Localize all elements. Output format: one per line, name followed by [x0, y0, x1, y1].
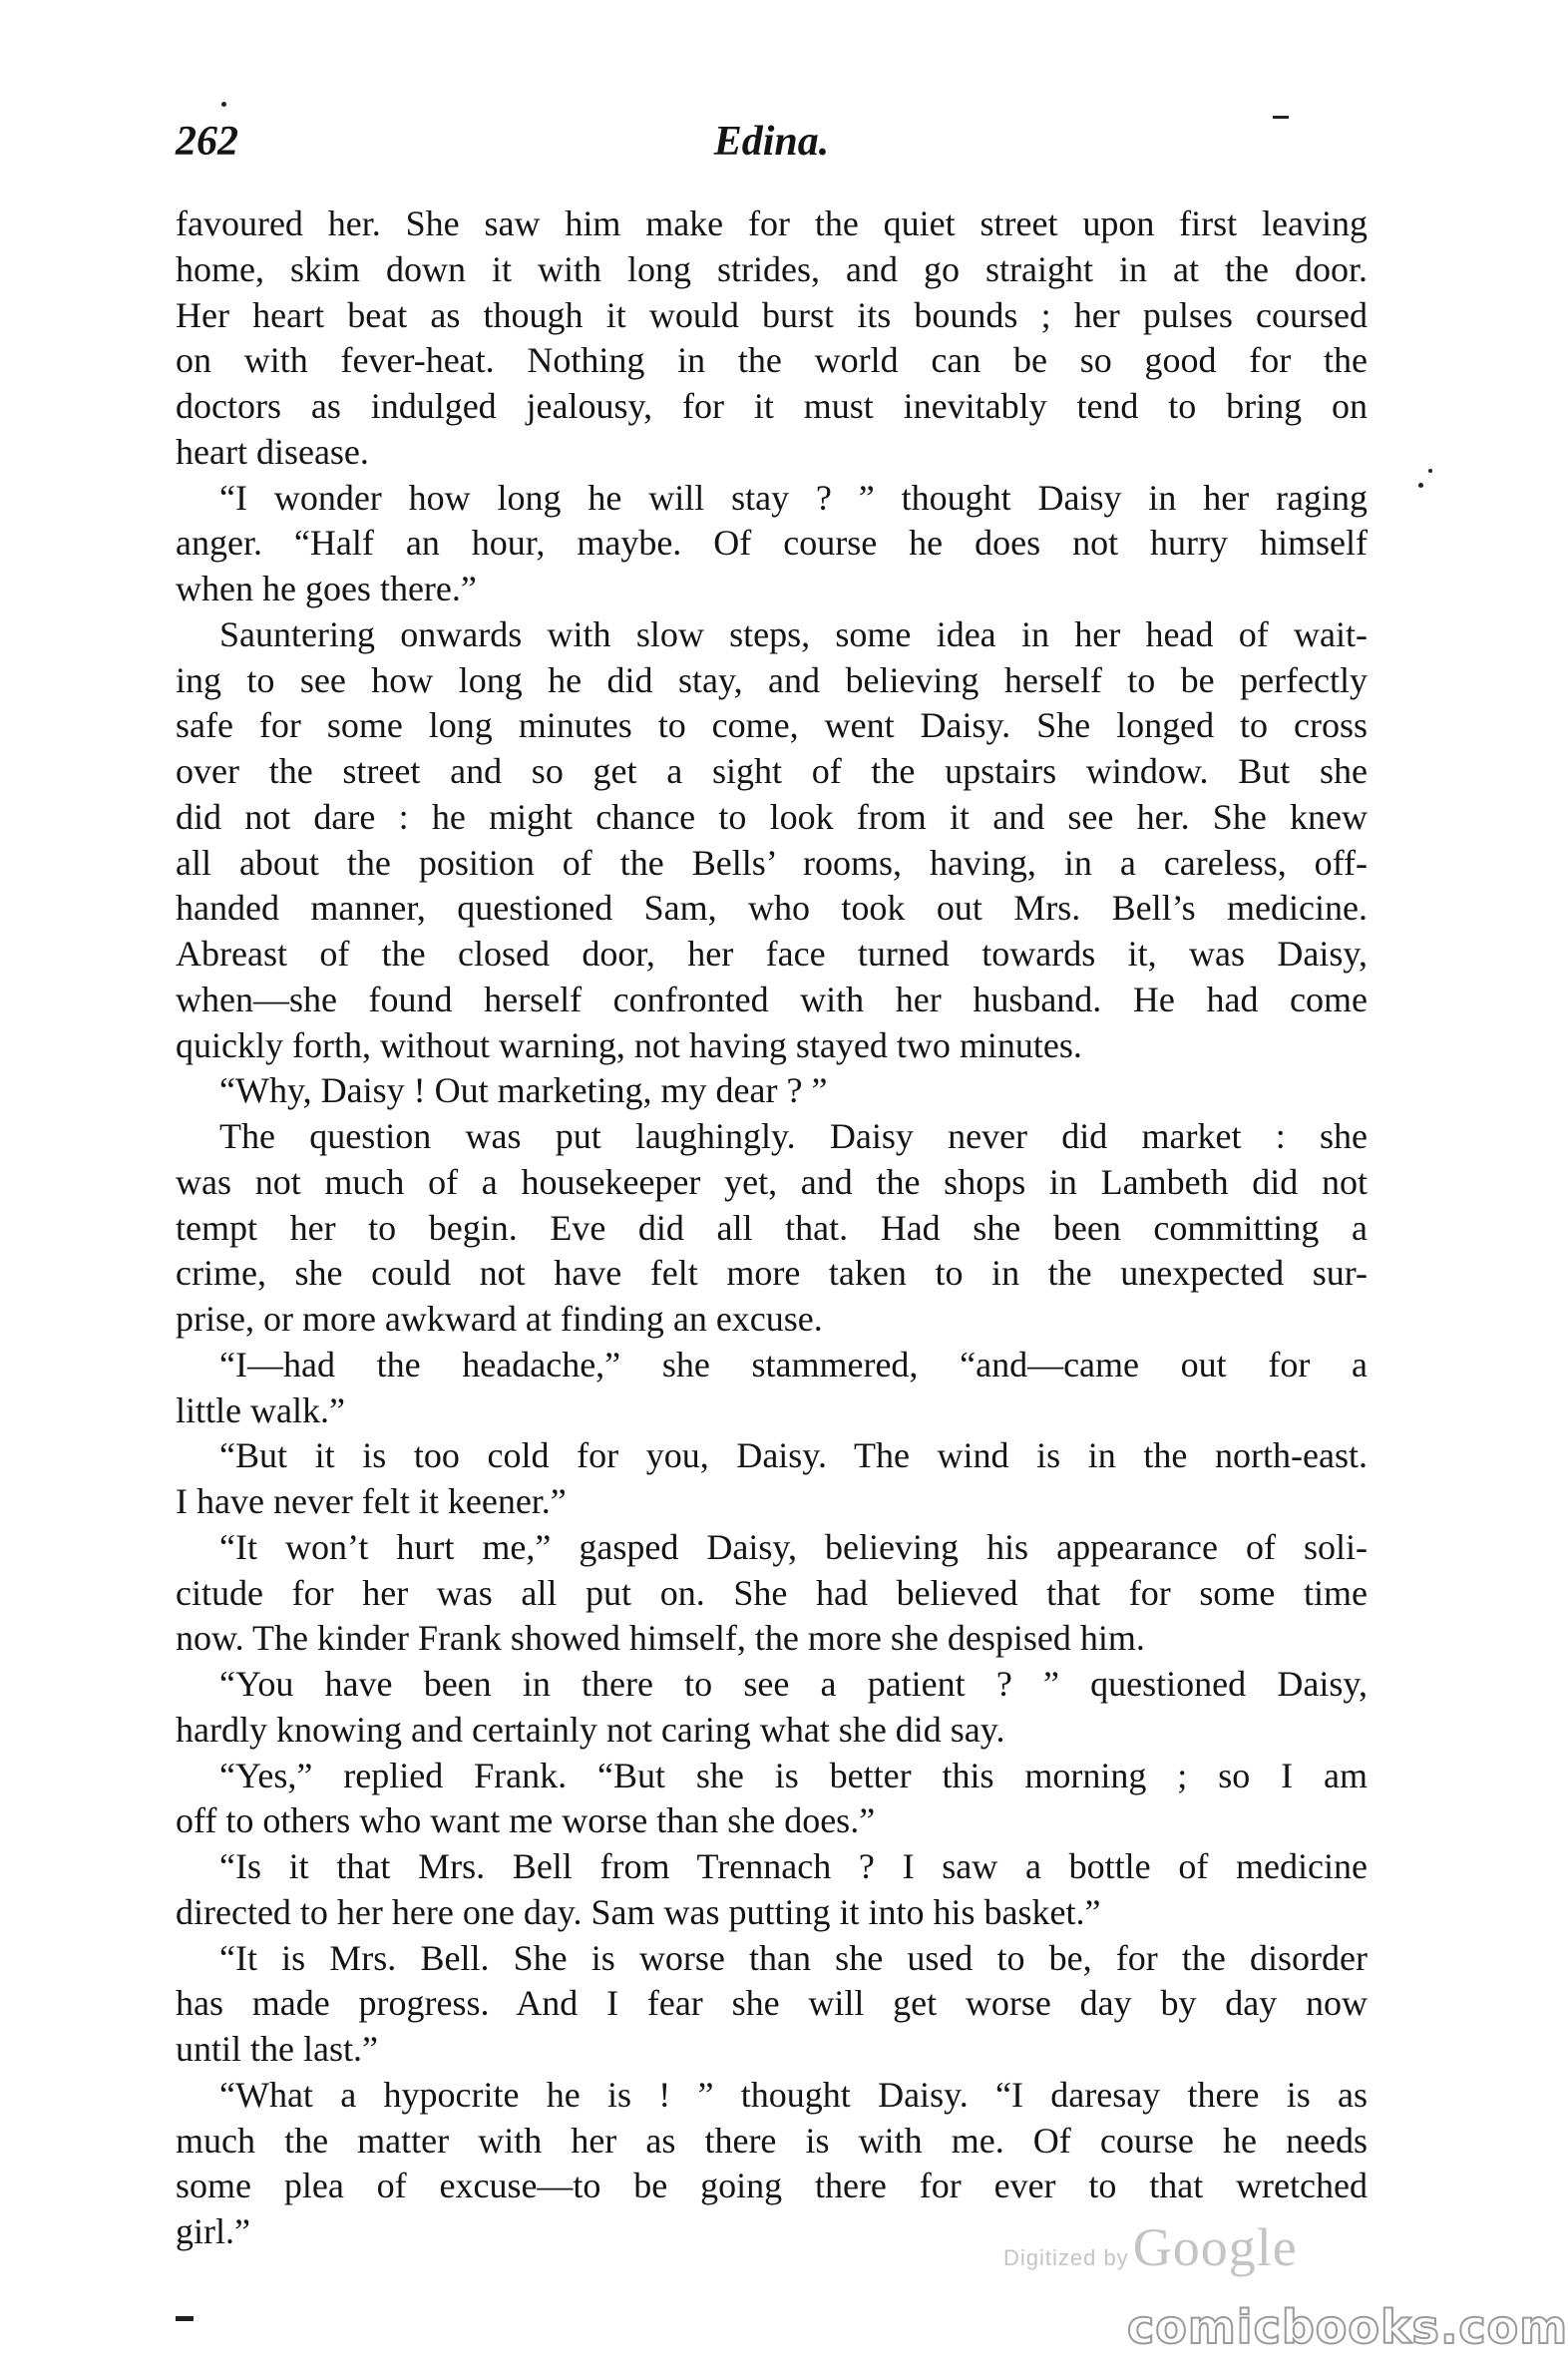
text-line: crime, she could not have felt more taken to in the unexpected sur- [176, 1253, 1368, 1294]
text-line: ing to see how long he did stay, and believing herself to be perfectly [176, 659, 1368, 700]
text-line: “Yes,” replied Frank. “But she is better this morning ; so I am [219, 1755, 1368, 1795]
text-line: on with fever-heat. Nothing in the world can be so good for the [176, 340, 1368, 381]
site-watermark: comicbooks.com [1127, 2300, 1568, 2354]
text-line: now. The kinder Frank showed himself, the more she despised him. [176, 1618, 1145, 1659]
text-line: much the matter with her as there is with me. Of course he needs [176, 2120, 1368, 2161]
text-line: “Why, Daisy ! Out marketing, my dear ? ” [219, 1070, 828, 1111]
text-line: some plea of excuse—to be going there for ever to that wretched [176, 2166, 1368, 2206]
text-line: prise, or more awkward at finding an excuse. [176, 1299, 823, 1339]
text-line: anger. “Half an hour, maybe. Of course he does not hurry himself [176, 523, 1368, 564]
text-line: “I—had the headache,” she stammered, “and—came out for a [219, 1344, 1368, 1385]
text-line: heart disease. [176, 431, 369, 472]
google-logo-text: Google [1132, 2217, 1298, 2277]
text-line: Abreast of the closed door, her face turned towards it, was Daisy, [176, 934, 1368, 974]
text-line: Sauntering onwards with slow steps, some idea in her head of wait- [219, 613, 1368, 654]
text-line: over the street and so get a sight of the upstairs window. But she [176, 751, 1368, 791]
text-line: was not much of a housekeeper yet, and the shops in Lambeth did not [176, 1161, 1368, 1202]
page-number: 262 [176, 119, 238, 165]
text-line: “But it is too cold for you, Daisy. The wind is in the north-east. [219, 1435, 1368, 1476]
text-line: favoured her. She saw him make for the quiet street upon first leaving [176, 203, 1368, 243]
text-line: off to others who want me worse than she does.” [176, 1800, 876, 1841]
text-line: doctors as indulged jealousy, for it must inevitably tend to bring on [176, 386, 1368, 426]
text-line: Her heart beat as though it would burst its bounds ; her pulses coursed [176, 294, 1368, 335]
text-line: until the last.” [176, 2029, 378, 2069]
print-speck [221, 102, 226, 107]
text-line: when he goes there.” [176, 569, 477, 608]
page-body-text [176, 201, 1368, 2255]
text-line: “It is Mrs. Bell. She is worse than she used to be, for the disorder [219, 1937, 1368, 1978]
text-line: “You have been in there to see a patient ? ” questioned Daisy, [219, 1664, 1368, 1704]
page-header [176, 118, 1368, 178]
print-speck [1428, 469, 1432, 473]
text-line: quickly forth, without warning, not having stayed two minutes. [176, 1024, 1082, 1065]
text-line: hardly knowing and certainly not caring what she did say. [176, 1709, 1005, 1750]
digitized-by-label: Digitized by [1003, 2245, 1129, 2270]
text-line: did not dare : he might chance to look from it and see her. She knew [176, 796, 1368, 837]
text-line: I have never felt it keener.” [176, 1481, 567, 1521]
print-speck [1418, 483, 1423, 488]
text-line: directed to her here one day. Sam was putting it into his basket.” [176, 1891, 1101, 1932]
text-line: when—she found herself confronted with her husband. He had come [176, 979, 1368, 1019]
text-line: little walk.” [176, 1389, 345, 1430]
print-speck [176, 2316, 194, 2321]
text-line: safe for some long minutes to come, went Daisy. She longed to cross [176, 705, 1368, 746]
text-line: girl.” [176, 2211, 250, 2251]
running-title: Edina. [713, 119, 830, 165]
text-line: has made progress. And I fear she will get worse day by day now [176, 1983, 1368, 2024]
google-watermark [1003, 2216, 1298, 2278]
text-line: “Is it that Mrs. Bell from Trennach ? I saw a bottle of medicine [219, 1846, 1368, 1886]
text-line: “It won’t hurt me,” gasped Daisy, believing his appearance of soli- [219, 1526, 1368, 1567]
text-line: all about the position of the Bells’ rooms, having, in a careless, off- [176, 842, 1368, 883]
text-line: tempt her to begin. Eve did all that. Had she been committing a [176, 1207, 1368, 1248]
text-line: handed manner, questioned Sam, who took out Mrs. Bell’s medicine. [176, 888, 1368, 929]
text-line: “What a hypocrite he is ! ” thought Daisy. “I daresay there is as [219, 2074, 1368, 2115]
text-line: home, skim down it with long strides, and go straight in at the door. [176, 248, 1368, 289]
text-line: The question was put laughingly. Daisy never did market : she [219, 1116, 1368, 1156]
text-line: citude for her was all put on. She had believed that for some time [176, 1572, 1368, 1613]
text-line: “I wonder how long he will stay ? ” thought Daisy in her raging [219, 477, 1368, 518]
